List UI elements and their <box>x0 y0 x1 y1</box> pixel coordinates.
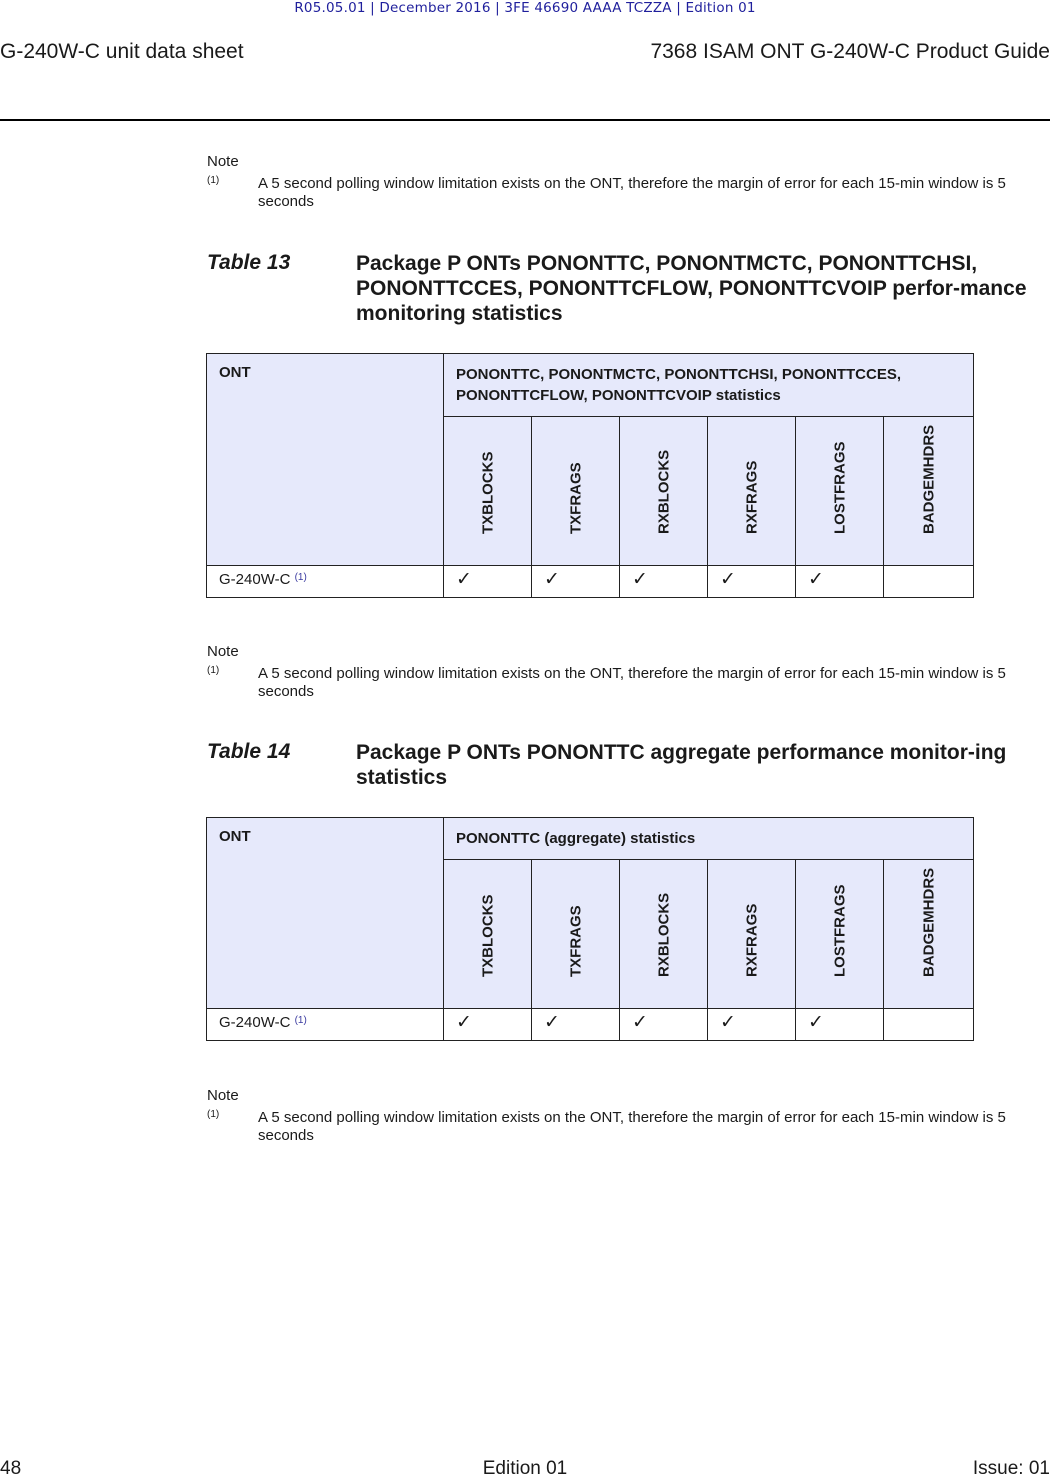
ont-model-cell: G-240W-C $^{(1)}$ <box>207 566 444 598</box>
header-divider <box>0 119 1050 121</box>
column-header: TXBLOCKS <box>444 417 532 566</box>
column-header: BADGEMHDRS <box>884 417 974 566</box>
column-header: TXFRAGS <box>532 860 620 1009</box>
check-cell: ✓ <box>532 566 620 598</box>
table-title: Package P ONTs PONONTTC aggregate performance monitor-ing statistics <box>356 741 1007 789</box>
note-item <box>207 665 1050 701</box>
note-item <box>207 175 1050 211</box>
note-label: Note <box>207 643 239 660</box>
footnote-reference: (1) <box>294 572 307 583</box>
check-cell: ✓ <box>444 1009 532 1041</box>
table-row <box>207 566 974 598</box>
note-block <box>207 1087 1050 1145</box>
column-header: LOSTFRAGS <box>796 860 884 1009</box>
column-header: BADGEMHDRS <box>884 860 974 1009</box>
column-header: LOSTFRAGS <box>796 417 884 566</box>
column-header: TXFRAGS <box>532 417 620 566</box>
column-header: TXBLOCKS <box>444 860 532 1009</box>
column-header: RXFRAGS <box>708 860 796 1009</box>
ont-column-header: ONT <box>207 354 444 566</box>
header-guide-title: 7368 ISAM ONT G-240W-C Product Guide <box>650 40 1050 63</box>
footer-edition: Edition 01 <box>482 1458 568 1479</box>
statistics-table <box>206 817 974 1041</box>
ont-model-cell: G-240W-C $^{(1)}$ <box>207 1009 444 1041</box>
column-header: RXBLOCKS <box>620 860 708 1009</box>
note-block <box>207 153 1050 211</box>
note-text: A 5 second polling window limitation exists on the ONT, therefore the margin of error for each 15-min window is 5 seconds <box>258 665 1006 700</box>
column-header: RXFRAGS <box>708 417 796 566</box>
statistics-table <box>206 353 974 598</box>
check-cell: ✓ <box>796 1009 884 1041</box>
table-number: Table 14 <box>207 740 291 763</box>
note-label: Note <box>207 1087 239 1104</box>
check-cell <box>884 566 974 598</box>
table-number: Table 13 <box>207 251 291 274</box>
document-revision-banner: R05.05.01 | December 2016 | 3FE 46690 AAAA TCZZA | Edition 01 <box>294 0 756 16</box>
check-cell: ✓ <box>532 1009 620 1041</box>
footnote-reference: (1) <box>294 1015 307 1026</box>
note-item <box>207 1109 1050 1145</box>
page-number: 48 <box>0 1458 22 1479</box>
header-section-title: G-240W-C unit data sheet <box>0 40 244 63</box>
note-label: Note <box>207 153 239 170</box>
note-text: A 5 second polling window limitation exists on the ONT, therefore the margin of error for each 15-min window is 5 seconds <box>258 175 1006 210</box>
check-cell: ✓ <box>620 1009 708 1041</box>
note-footnote-mark: (1) <box>207 1109 220 1120</box>
note-block <box>207 643 1050 701</box>
check-cell: ✓ <box>708 1009 796 1041</box>
check-cell: ✓ <box>708 566 796 598</box>
column-header: RXBLOCKS <box>620 417 708 566</box>
check-cell: ✓ <box>620 566 708 598</box>
note-text: A 5 second polling window limitation exists on the ONT, therefore the margin of error for each 15-min window is 5 seconds <box>258 1109 1006 1144</box>
check-cell: ✓ <box>444 566 532 598</box>
table-title: Package P ONTs PONONTTC, PONONTMCTC, PONONTTCHSI, PONONTTCCES, PONONTTCFLOW, PONONTTCVOIP perfor-mance monitoring statistics <box>356 252 1027 325</box>
check-cell: ✓ <box>796 566 884 598</box>
ont-column-header: ONT <box>207 818 444 1009</box>
footer-issue: Issue: 01 <box>972 1458 1050 1479</box>
note-footnote-mark: (1) <box>207 175 220 186</box>
statistics-group-header: PONONTTC (aggregate) statistics <box>444 818 974 860</box>
note-footnote-mark: (1) <box>207 665 220 676</box>
statistics-group-header: PONONTTC, PONONTMCTC, PONONTTCHSI, PONONTTCCES, PONONTTCFLOW, PONONTTCVOIP statistics <box>444 354 974 417</box>
table-row <box>207 1009 974 1041</box>
check-cell <box>884 1009 974 1041</box>
